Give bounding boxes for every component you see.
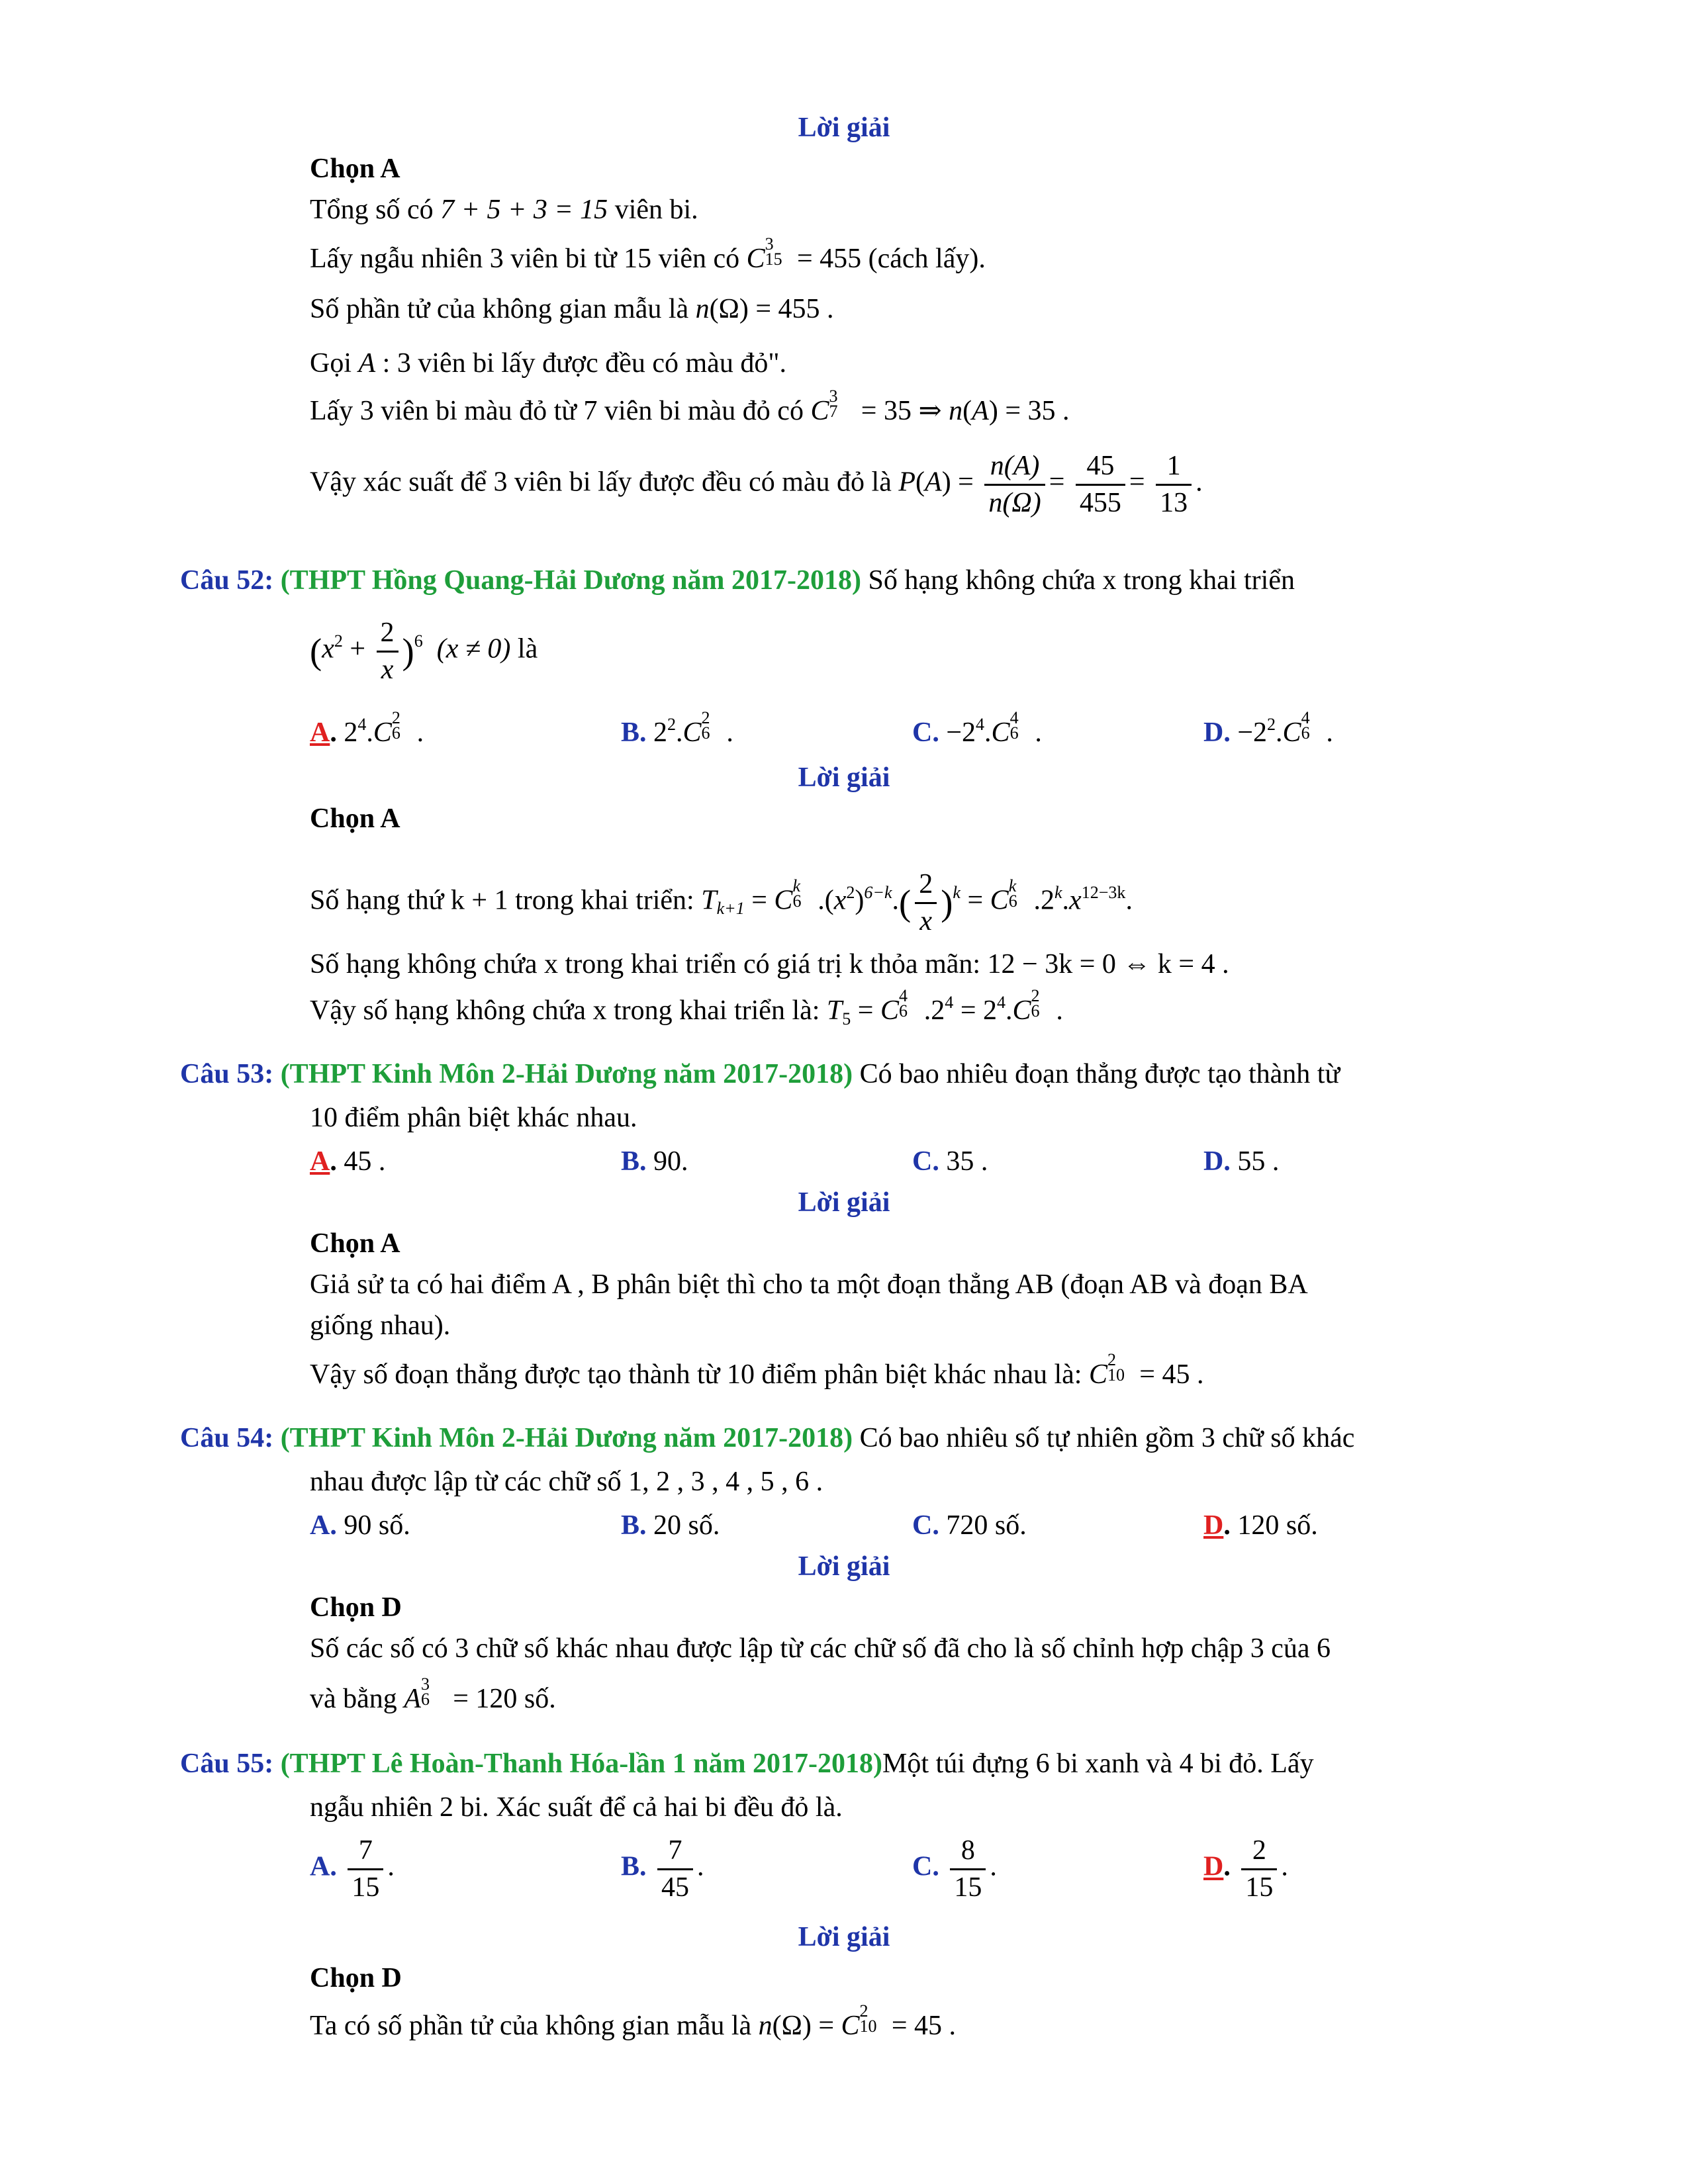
question-53-text: 10 điểm phân biệt khác nhau. — [310, 1103, 637, 1133]
solution-line: Lấy ngẫu nhiên 3 viên bi từ 15 viên có C 3 15 = 455 (cách lấy). — [310, 234, 986, 274]
solution-line: Ta có số phần tử của không gian mẫu là n(Ω) = C 2 10 = 45 . — [310, 2001, 957, 2041]
solution-line: Số hạng thứ k + 1 trong khai triển: Tk+1 = C k 6 $.(x^2)^{6-k}$.( $\frac{2}{x}$ )$^k$ = C k 6 $.2^k.x^{12-3k}$. — [310, 867, 1133, 938]
question-54: Câu 54: (THPT Kinh Môn 2-Hải Dương năm 2017-2018) Có bao nhiêu số tự nhiên gồm 3 chữ số khác — [180, 1423, 1355, 1453]
solution-line: Lấy 3 viên bi màu đỏ từ 7 viên bi màu đỏ có C 3 7 = 35 ⇒ n(A) = 35 . — [310, 386, 1070, 426]
solution-line: Số hạng không chứa x trong khai triển có giá trị k thỏa mãn: 12 − 3k = 0 ⇔ k = 4 . — [310, 949, 1229, 979]
solution-line: Gọi A : 3 viên bi lấy được đều có màu đỏ". — [310, 348, 786, 379]
solution-heading: Lời giải — [798, 1551, 890, 1582]
option-c[interactable]: C. $-2^4.C$ 4 6 . — [912, 707, 1042, 748]
solution-line: Tổng số có 7 + 5 + 3 = 15 viên bi. — [310, 195, 698, 225]
option-a[interactable]: A. 90 số. — [310, 1510, 410, 1541]
option-b[interactable]: B. 90. — [621, 1146, 688, 1177]
solution-heading: Lời giải — [798, 1187, 890, 1218]
solution-heading: Lời giải — [798, 762, 890, 793]
solution-choice: Chọn D — [310, 1963, 402, 1993]
option-d[interactable]: D. 55 . — [1203, 1146, 1280, 1177]
option-b[interactable]: B. 20 số. — [621, 1510, 720, 1541]
fraction: $\frac{45}{455}$ — [1076, 449, 1125, 520]
solution-choice: Chọn D — [310, 1592, 402, 1623]
option-c[interactable]: C. $\frac{8}{15}$ . — [912, 1833, 997, 1905]
option-d[interactable]: D. 120 số. — [1203, 1510, 1318, 1541]
option-a[interactable]: A. $\frac{7}{15}$ . — [310, 1833, 395, 1905]
option-b[interactable]: B. $\frac{7}{45}$ . — [621, 1833, 704, 1905]
solution-heading: Lời giải — [798, 1922, 890, 1952]
solution-heading: Lời giải — [798, 113, 890, 143]
solution-line: Vậy số đoạn thẳng được tạo thành từ 10 điểm phân biệt khác nhau là: C 2 10 = 45 . — [310, 1349, 1204, 1390]
question-52: Câu 52: (THPT Hồng Quang-Hải Dương năm 2017-2018) Số hạng không chứa x trong khai triển — [180, 565, 1295, 596]
solution-choice: Chọn A — [310, 1228, 400, 1259]
solution-line: Số phần tử của không gian mẫu là n(Ω) = 455 . — [310, 294, 834, 324]
solution-line: Giả sử ta có hai điểm A , B phân biệt thì cho ta một đoạn thẳng AB (đoạn AB và đoạn BA — [310, 1269, 1308, 1300]
option-a[interactable]: A. 45 . — [310, 1146, 386, 1177]
option-c[interactable]: C. 35 . — [912, 1146, 988, 1177]
solution-line: Vậy xác suất để 3 viên bi lấy được đều có màu đỏ là P(A) = $\frac{n(A)}{n(\Omega)}$ = $\frac{45}{455}$ = $\frac{1}{13}$ . — [310, 449, 1203, 520]
option-d[interactable]: D. $-2^2.C$ 4 6 . — [1203, 707, 1333, 748]
option-b[interactable]: B. $2^2.C$ 2 6 . — [621, 707, 733, 748]
question-55-text: ngẫu nhiên 2 bi. Xác suất để cả hai bi đều đỏ là. — [310, 1792, 843, 1823]
option-a[interactable]: A. $2^4.C$ 2 6 . — [310, 707, 424, 748]
question-52-expression: ($x^2$ + $\frac{2}{x}$ )$^6$ (x ≠ 0) là — [310, 615, 538, 687]
solution-line: Vậy số hạng không chứa x trong khai triển là: T5 = C 4 6 $.2^4 = 2^4.C$ 2 6 . — [310, 985, 1063, 1028]
question-53: Câu 53: (THPT Kinh Môn 2-Hải Dương năm 2017-2018) Có bao nhiêu đoạn thẳng được tạo thành từ — [180, 1059, 1340, 1089]
solution-choice: Chọn A — [310, 803, 400, 834]
option-c[interactable]: C. 720 số. — [912, 1510, 1027, 1541]
option-d[interactable]: D. $\frac{2}{15}$ . — [1203, 1833, 1288, 1905]
question-54-text: nhau được lập từ các chữ số 1, 2 , 3 , 4 , 5 , 6 . — [310, 1467, 823, 1497]
fraction: $\frac{1}{13}$ — [1156, 449, 1192, 520]
solution-choice: Chọn A — [310, 154, 400, 184]
question-55: Câu 55: (THPT Lê Hoàn-Thanh Hóa-lần 1 năm 2017-2018)Một túi đựng 6 bi xanh và 4 bi đỏ. Lấy — [180, 1749, 1314, 1779]
fraction: $\frac{n(A)}{n(\Omega)}$ — [984, 449, 1045, 520]
solution-line: và bằng A 3 6 = 120 số. — [310, 1674, 556, 1714]
solution-line: giống nhau). — [310, 1310, 451, 1341]
solution-line: Số các số có 3 chữ số khác nhau được lập từ các chữ số đã cho là số chỉnh hợp chập 3 của 6 — [310, 1633, 1331, 1664]
